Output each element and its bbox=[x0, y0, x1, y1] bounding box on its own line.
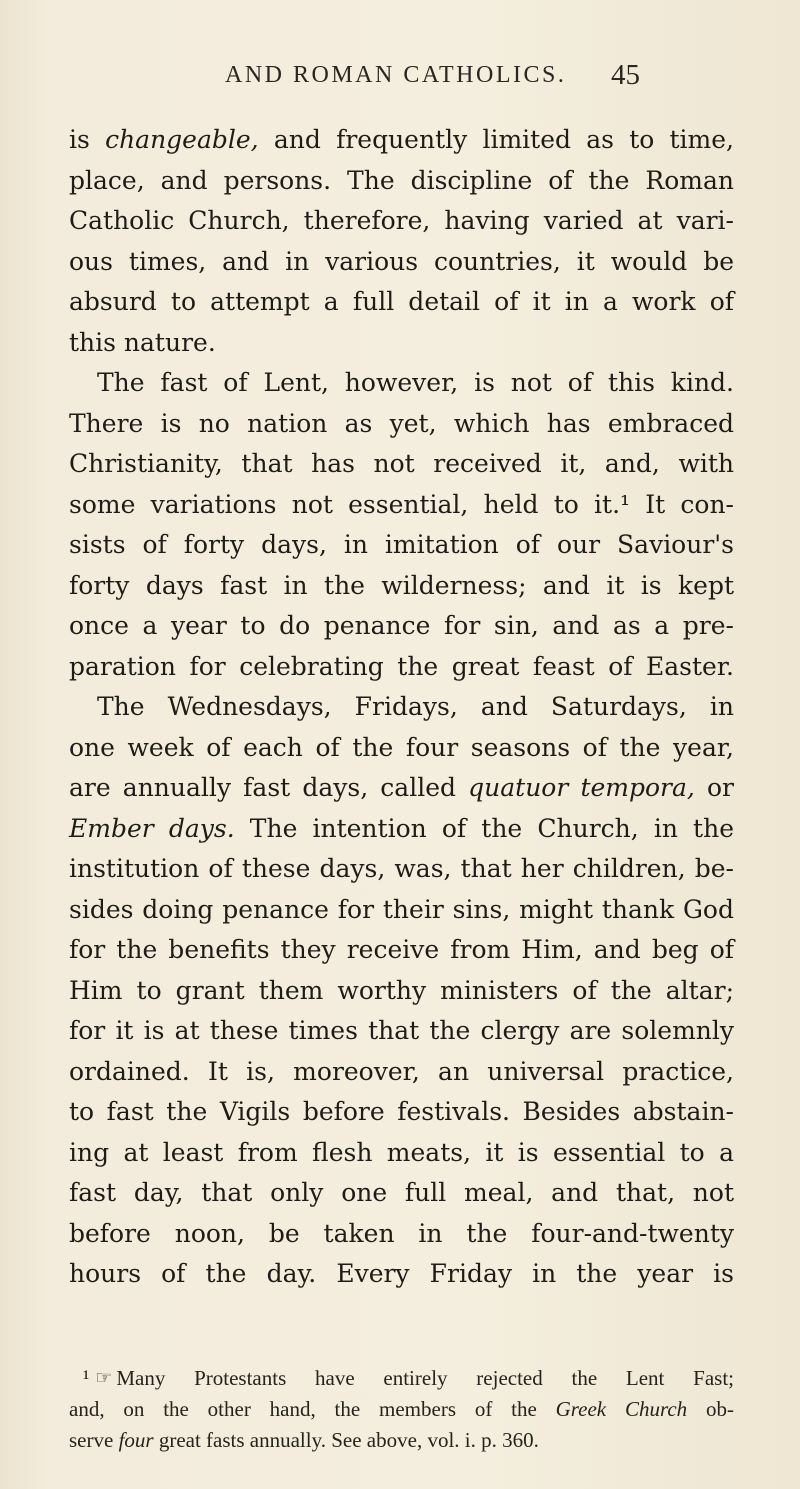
text-line: this nature. bbox=[69, 327, 216, 357]
text-line: paration for celebrating the great feast of Easter. bbox=[69, 651, 734, 681]
text-line: ing at least from flesh meats, it is essential to a bbox=[69, 1137, 734, 1167]
text-line: some variations not essential, held to it.¹ It con- bbox=[69, 489, 734, 519]
footnote-marker: ¹ bbox=[83, 1366, 90, 1390]
text-line: sists of forty days, in imitation of our Saviour's bbox=[69, 530, 734, 559]
italic-phrase: Greek Church bbox=[555, 1397, 688, 1421]
text-line: fast day, that only one full meal, and that, not bbox=[69, 1178, 734, 1207]
text-line: ous times, and in various countries, it would be bbox=[69, 246, 734, 276]
text-line: hours of the day. Every Friday in the year is bbox=[69, 1259, 734, 1288]
footnote-line: and, on the other hand, the members of the Greek Church ob- bbox=[69, 1397, 734, 1421]
text-line: The Wednesdays, Fridays, and Saturdays, in bbox=[97, 692, 734, 721]
text-line: The fast of Lent, however, is not of this kind. bbox=[97, 368, 734, 397]
page-number: 45 bbox=[611, 59, 640, 91]
text-line: Him to grant them worthy ministers of the altar; bbox=[69, 975, 734, 1005]
text-line: to fast the Vigils before festivals. Besides abstain- bbox=[69, 1097, 734, 1126]
footnote-line: ¹ ☞ Many Protestants have entirely rejected the Lent Fast; bbox=[69, 1363, 734, 1394]
text-line: one week of each of the four seasons of the year, bbox=[69, 732, 734, 762]
text-line: for it is at these times that the clergy are solemnly bbox=[69, 1016, 734, 1045]
body-text bbox=[69, 120, 734, 1295]
running-title: AND ROMAN CATHOLICS. bbox=[225, 62, 567, 88]
italic-word: four bbox=[118, 1428, 154, 1452]
text-line: place, and persons. The discipline of the Roman bbox=[69, 165, 734, 195]
text-line: ordained. It is, moreover, an universal practice, bbox=[69, 1056, 734, 1086]
text-line: Catholic Church, therefore, having varied at vari- bbox=[69, 206, 734, 235]
footnote-line: serve four great fasts annually. See above, vol. i. p. 360. bbox=[69, 1428, 539, 1452]
text-line: sides doing penance for their sins, might thank God bbox=[69, 894, 734, 924]
footnote bbox=[69, 1363, 734, 1456]
text-line: Ember days. The intention of the Church, in the bbox=[69, 813, 734, 843]
italic-phrase: quatuor tempora, bbox=[468, 773, 695, 802]
text-line: institution of these days, was, that her children, be- bbox=[69, 854, 734, 883]
text-line: are annually fast days, called quatuor tempora, or bbox=[69, 773, 735, 802]
text-line: Christianity, that has not received it, and, with bbox=[69, 449, 734, 478]
text-line: There is no nation as yet, which has embraced bbox=[69, 408, 734, 438]
text-line: is changeable, and frequently limited as to time, bbox=[69, 125, 734, 154]
text-line: forty days fast in the wilderness; and it is kept bbox=[69, 570, 734, 600]
text-line: absurd to attempt a full detail of it in a work of bbox=[69, 287, 734, 316]
italic-word: changeable, bbox=[105, 125, 259, 154]
text-line: for the benefits they receive from Him, and beg of bbox=[69, 935, 734, 964]
text-line: once a year to do penance for sin, and as a pre- bbox=[69, 611, 734, 640]
pointing-hand-icon: ☞ bbox=[95, 1368, 113, 1389]
text-line: before noon, be taken in the four-and-twenty bbox=[69, 1218, 734, 1248]
running-head bbox=[0, 59, 800, 102]
italic-phrase: Ember days. bbox=[69, 813, 235, 843]
